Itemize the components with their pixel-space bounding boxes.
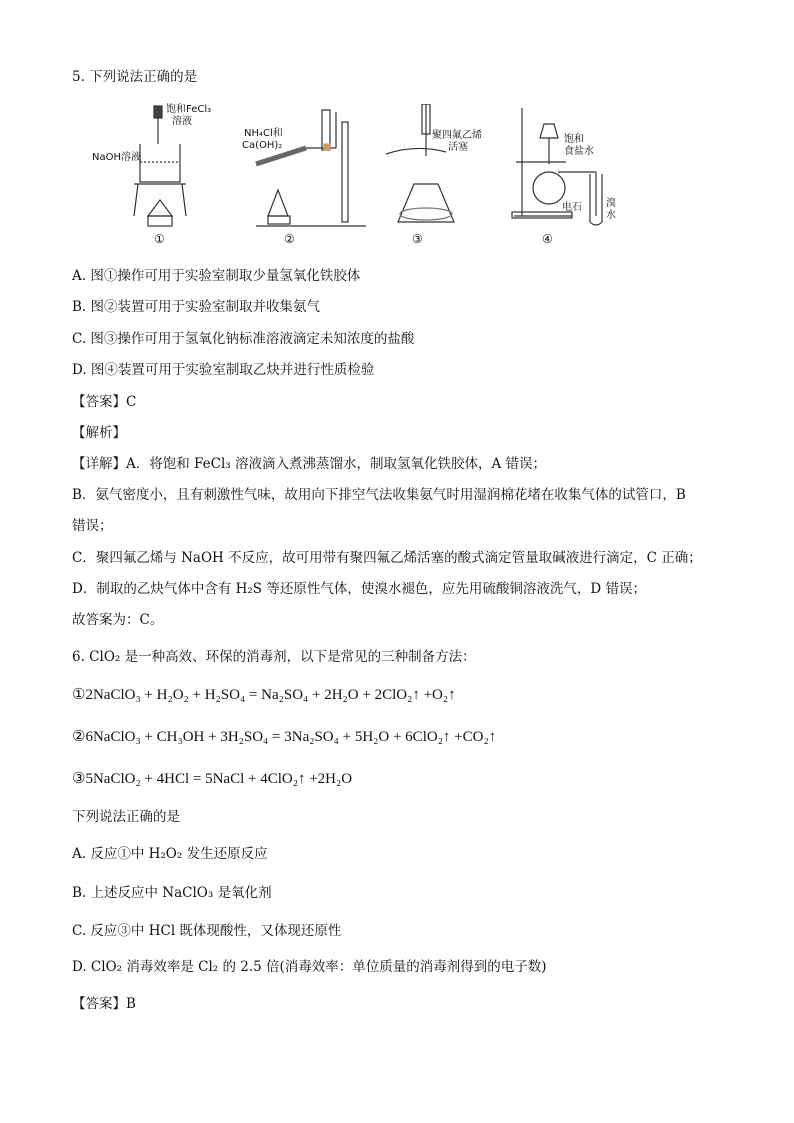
flask-3 [398,184,454,222]
funnel-4 [540,124,558,138]
label-naoh: NaOH溶液 [92,152,141,163]
label-stopcock: 活塞 [448,142,468,153]
dropper-bulb [154,106,162,118]
q5-apparatus-figure [92,104,656,254]
q5-option-a: A. 图①操作可用于实验室制取少量氢氧化铁胶体 [72,268,361,284]
label-bromine: 溴 [606,198,616,209]
answer-label: 【答案】 [72,394,126,410]
q6-equation-3: ③5NaClO₂ + 4HCl = 5NaCl + 4ClO₂↑ +2H₂O [72,771,353,787]
q5-detail-c: C．聚四氟乙烯与 NaOH 不反应，故可用带有聚四氟乙烯活塞的酸式滴定管量取碱液进行滴定，C 正确； [72,550,702,566]
q5-detail-b-cont: 错误； [72,518,113,534]
answer-value: B [126,996,136,1012]
q5-stem: 5. 下列说法正确的是 [72,69,198,85]
burner-2 [268,190,288,216]
label-fecl3-solution: 溶液 [172,116,192,127]
beaker-1 [140,144,180,182]
caption-3: ③ [412,232,423,246]
q5-detail-a: 【详解】A．将饱和 FeCl₃ 溶液滴入煮沸蒸馏水，制取氢氧化铁胶体，A 错误； [72,456,547,472]
q5-option-b: B. 图②装置可用于实验室制取并收集氨气 [72,299,321,315]
q6-answer [72,995,136,1013]
q6-option-c: C. 反应③中 HCl 既体现酸性，又体现还原性 [72,923,342,939]
caption-1: ① [154,232,165,246]
q6-prompt: 下列说法正确的是 [72,809,180,825]
label-saturated: 饱和 [564,134,584,145]
q6-option-b: B. 上述反应中 NaClO₃ 是氧化剂 [72,885,272,901]
q5-option-d: D. 图④装置可用于实验室制取乙炔并进行性质检验 [72,362,375,378]
answer-label: 【答案】 [72,996,126,1012]
q5-answer [72,393,136,411]
label-carbide: 电石 [562,202,582,213]
q5-detail-b: B．氨气密度小，且有刺激性气味，故用向下排空气法收集氨气时用湿润棉花堵在收集气体的试管口，B [72,487,686,503]
label-brine: 食盐水 [564,146,594,157]
q6-equation-2: ②6NaClO₃ + CH₃OH + 3H₂SO₄ = 3Na₂SO₄ + 5H₂O + 6ClO₂↑ +CO₂↑ [72,729,497,745]
q6-stem: 6. ClO₂ 是一种高效、环保的消毒剂，以下是常见的三种制备方法： [72,649,476,665]
q5-detail-d: D．制取的乙炔气体中含有 H₂S 等还原性气体，使溴水褪色，应先用硫酸铜溶液洗气，D 错误； [72,581,646,597]
q5-option-c: C. 图③操作可用于氢氧化钠标准溶液滴定未知浓度的盐酸 [72,331,415,347]
q6-option-d: D. ClO₂ 消毒效率是 Cl₂ 的 2.5 倍(消毒效率：单位质量的消毒剂得到的电子数) [72,959,547,975]
label-nh4cl: NH₄Cl和 [244,128,283,139]
caption-2: ② [284,232,295,246]
label-fecl3: 饱和FeCl₃ [166,104,212,115]
stand-rod-2 [342,122,348,222]
label-caoh2: Ca(OH)₂ [242,140,283,151]
caption-4: ④ [542,232,553,246]
q6-option-a: A. 反应①中 H₂O₂ 发生还原反应 [72,846,268,862]
q5-detail-conclusion: 故答案为：C。 [72,612,164,628]
q5-analysis-label: 【解析】 [72,425,126,441]
flask-4 [533,172,565,204]
label-water: 水 [606,210,616,221]
label-ptfe: 聚四氟乙烯 [432,130,482,141]
answer-value: C [126,394,137,410]
q6-equation-1: ①2NaClO₃ + H₂O₂ + H₂SO₄ = Na₂SO₄ + 2H₂O + 2ClO₂↑ +O₂↑ [72,687,456,703]
burner-1 [148,200,172,216]
